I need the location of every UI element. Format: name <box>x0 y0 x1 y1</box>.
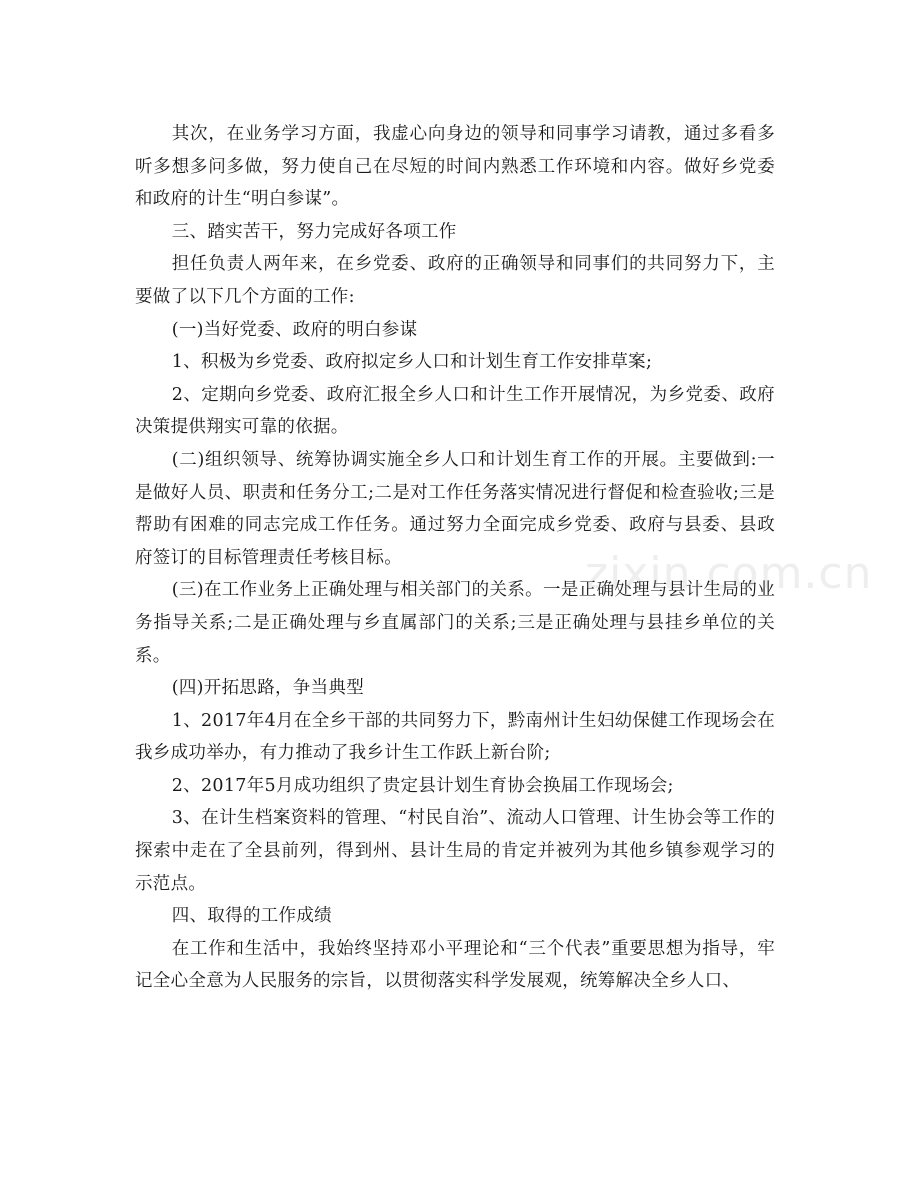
document-body <box>135 118 775 998</box>
paragraph: (三)在工作业务上正确处理与相关部门的关系。一是正确处理与县计生局的业务指导关系;二是正确处理与乡直属部门的关系;三是正确处理与县挂乡单位的关系。 <box>135 580 775 666</box>
watermark: zixin.com.cn <box>585 548 873 599</box>
section-heading: 四、取得的工作成绩 <box>171 906 332 927</box>
paragraph: 担任负责人两年来，在乡党委、政府的正确领导和同事们的共同努力下，主要做了以下几个方面的工作: <box>135 254 775 307</box>
paragraph: 其次，在业务学习方面，我虚心向身边的领导和同事学习请教，通过多看多听多想多问多做，努力使自己在尽短的时间内熟悉工作环境和内容。做好乡党委和政府的计生“明白参谋”。 <box>135 124 775 210</box>
list-item: 2、定期向乡党委、政府汇报全乡人口和计生工作开展情况，为乡党委、政府决策提供翔实可靠的依据。 <box>135 384 775 438</box>
list-item: 3、在计生档案资料的管理、“村民自治”、流动人口管理、计生协会等工作的探索中走在了全县前列，得到州、县计生局的肯定并被列为其他乡镇参观学习的示范点。 <box>135 808 775 894</box>
paragraph: 在工作和生活中，我始终坚持邓小平理论和“三个代表”重要思想为指导，牢记全心全意为人民服务的宗旨，以贯彻落实科学发展观，统筹解决全乡人口、 <box>135 938 775 992</box>
subsection-heading: (一)当好党委、政府的明白参谋 <box>171 319 418 340</box>
list-item: 1、2017年4月在全乡干部的共同努力下，黔南州计生妇幼保健工作现场会在我乡成功举办，有力推动了我乡计生工作跃上新台阶; <box>135 710 775 764</box>
list-item: 2、2017年5月成功组织了贵定县计划生育协会换届工作现场会; <box>171 775 674 796</box>
section-heading: 三、踏实苦干，努力完成好各项工作 <box>171 221 457 242</box>
paragraph: (二)组织领导、统筹协调实施全乡人口和计划生育工作的开展。主要做到:一是做好人员、职责和任务分工;二是对工作任务落实情况进行督促和检查验收;三是帮助有困难的同志完成工作任务。通过努力全面完成乡党委、政府与县委、县政府签订的目标管理责任考核目标。 <box>135 449 775 568</box>
list-item: 1、积极为乡党委、政府拟定乡人口和计划生育工作安排草案; <box>171 352 653 373</box>
subsection-heading: (四)开拓思路，争当典型 <box>171 678 365 699</box>
